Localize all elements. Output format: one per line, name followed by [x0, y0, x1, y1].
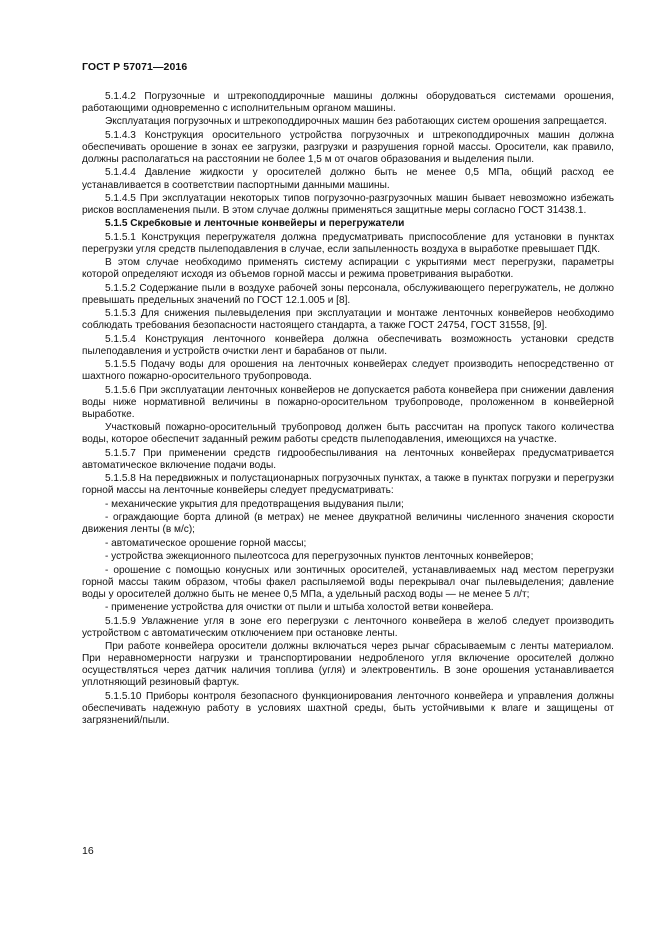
- paragraph-5-1-5-1: 5.1.5.1 Конструкция перегружателя должна предусматривать приспособление для установки в пунктах перегрузки угля средств пылеподавления в случае, если запыленность воздуха в выработке превышает ПДК.: [82, 231, 614, 255]
- list-item-mechanical-covers: - механические укрытия для предотвращения выдувания пыли;: [105, 498, 404, 510]
- paragraph-5-1-4-5: 5.1.4.5 При эксплуатации некоторых типов погрузочно-разгрузочных машин бывает невозможно избежать рисков воспламенения пыли. В этом случае должны применяться защитные меры согласно ГОСТ 31438.1.: [82, 192, 614, 216]
- paragraph-aspiration-system: В этом случае необходимо применять систему аспирации с укрытиями мест перегрузки, параметры которой определяют исходя из объемов горной массы и режима проветривания выработки.: [82, 257, 614, 281]
- paragraph-5-1-5-10: 5.1.5.10 Приборы контроля безопасного функционирования ленточного конвейера и управления должны обеспечивать надежную работу в условиях шахтной среды, быть устойчивыми к влаге и защищены от загрязнений/пыли.: [82, 690, 614, 726]
- paragraph-5-1-5-4: 5.1.5.4 Конструкция ленточного конвейера должна обеспечивать возможность установки средств пылеподавления и устройств очистки лент и барабанов от пыли.: [82, 333, 614, 357]
- list-item-ejection-dust-extraction: - устройства эжекционного пылеотсоса для перегрузочных пунктов ленточных конвейеров;: [105, 551, 534, 563]
- section-heading-5-1-5: 5.1.5 Скребковые и ленточные конвейеры и перегружатели: [105, 218, 405, 230]
- paragraph-5-1-5-2: 5.1.5.2 Содержание пыли в воздухе рабочей зоны персонала, обслуживающего перегружатель, не должно превышать предельных значений по ГОСТ 12.1.005 и [8].: [82, 282, 614, 306]
- list-item-cone-sprinklers: - орошение с помощью конусных или зонтичных оросителей, устанавливаемых над местом перегрузки горной массы таким образом, чтобы факел распыляемой воды перекрывал очаг пылевыделения; давление воды у оросителей должно быть не менее 0,5 МПа, а удельный расход воды — не менее 5 л/т;: [82, 564, 614, 600]
- list-item-auto-irrigation: - автоматическое орошение горной массы;: [105, 537, 307, 549]
- paragraph-5-1-5-7: 5.1.5.7 При применении средств гидрообеспыливания на ленточных конвейерах предусматривается автоматическое включение подачи воды.: [82, 447, 614, 471]
- document-body: [82, 91, 614, 728]
- paragraph-operation-ban: Эксплуатация погрузочных и штрекоподдирочных машин без работающих систем орошения запрещается.: [105, 116, 607, 128]
- list-item-side-boards: - ограждающие борта длиной (в метрах) не менее двукратной величины численного значения скорости движения ленты (в м/с);: [82, 512, 614, 536]
- paragraph-5-1-5-8: 5.1.5.8 На передвижных и полустационарных погрузочных пунктах, а также в пунктах погрузки и перегрузки горной массы на ленточные конвейеры следует предусматривать:: [82, 473, 614, 497]
- paragraph-5-1-5-5: 5.1.5.5 Подачу воды для орошения на ленточных конвейерах следует производить непосредственно от шахтного пожарно-оросительного трубопровода.: [82, 359, 614, 383]
- paragraph-5-1-4-3: 5.1.4.3 Конструкция оросительного устройства погрузочных и штрекоподдирочных машин должна обеспечивать орошение в зонах ее загрузки, разгрузки и разрушения горной массы. Оросители, как правило, должны располагаться на расстоянии не более 1,5 м от очагов образования и выделения пыли.: [82, 129, 614, 166]
- paragraph-section-pipeline: Участковый пожарно-оросительный трубопровод должен быть рассчитан на пропуск такого количества воды, которое обеспечит заданный режим работы средств пылеподавления, имеющихся на участке.: [82, 422, 614, 446]
- document-header-code: ГОСТ Р 57071—2016: [82, 61, 188, 73]
- paragraph-5-1-5-9: 5.1.5.9 Увлажнение угля в зоне его перегрузки с ленточного конвейера в желоб следует производить устройством с автоматическим отключением при остановке ленты.: [82, 615, 614, 639]
- paragraph-sprinkler-activation: При работе конвейера оросители должны включаться через рычаг сбрасываемым с ленты материалом. При неравномерности нагрузки и транспортировании недробленого угля включение оросителей должно осуществляться через датчик наличия топлива (угля) и электровентиль. В зоне орошения устанавливается уплотняющий резиновый фартук.: [82, 641, 614, 689]
- list-item-cleaning-device: - применение устройства для очистки от пыли и штыба холостой ветви конвейера.: [105, 602, 494, 614]
- paragraph-5-1-5-3: 5.1.5.3 Для снижения пылевыделения при эксплуатации и монтаже ленточных конвейеров необходимо соблюдать требования безопасности настоящего стандарта, а также ГОСТ 24754, ГОСТ 31558, [9].: [82, 308, 614, 332]
- page-number: 16: [82, 845, 94, 857]
- paragraph-5-1-5-6: 5.1.5.6 При эксплуатации ленточных конвейеров не допускается работа конвейера при снижении давления воды ниже нормативной величины в пожарно-оросительном трубопроводе, проложенном в конвейерной выработке.: [82, 384, 614, 420]
- paragraph-5-1-4-4: 5.1.4.4 Давление жидкости у оросителей должно быть не менее 0,5 МПа, общий расход ее устанавливается в соответствии паспортными данными машины.: [82, 167, 614, 191]
- paragraph-5-1-4-2: 5.1.4.2 Погрузочные и штрекоподдирочные машины должны оборудоваться системами орошения, работающими одновременно с исполнительным органом машины.: [82, 91, 614, 115]
